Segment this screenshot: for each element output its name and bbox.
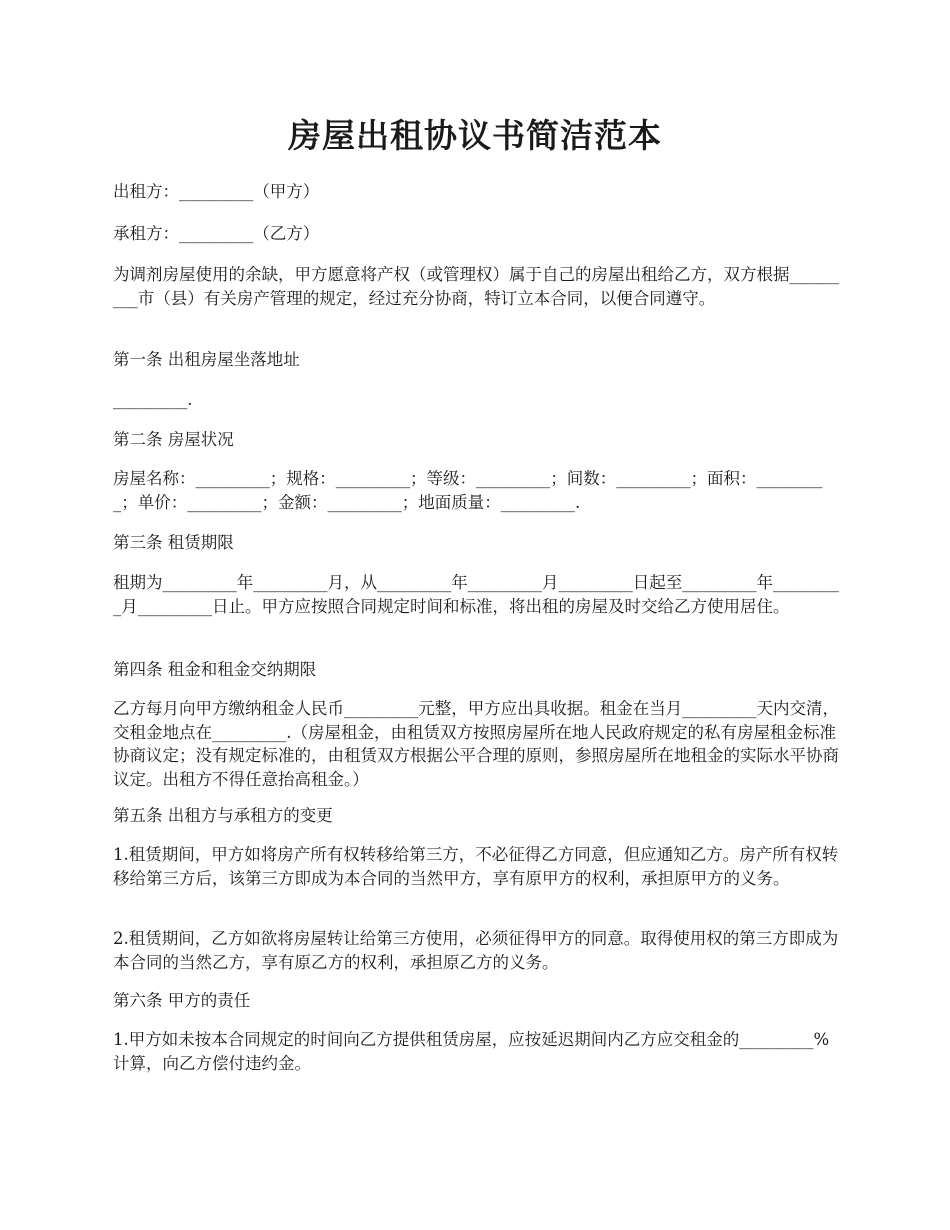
article-6-clause-1: 1.甲方如未按本合同规定的时间向乙方提供租赁房屋，应按延迟期间内乙方应交租金的_________%计算，向乙方偿付违约金。 [113, 1030, 830, 1073]
article-1-heading: 第一条 出租房屋坐落地址 [113, 350, 300, 369]
article-5-heading: 第五条 出租方与承租方的变更 [113, 806, 333, 825]
article-3-heading: 第三条 租赁期限 [113, 533, 234, 552]
document-title: 房屋出租协议书简洁范本 [288, 116, 662, 155]
article-5-clause-2: 2.租赁期间，乙方如欲将房屋转让给第三方使用，必须征得甲方的同意。取得使用权的第三方即成为本合同的当然乙方，享有原乙方的权利，承担原乙方的义务。 [113, 929, 839, 972]
article-1-body: _________. [113, 390, 193, 409]
article-4-body: 乙方每月向甲方缴纳租金人民币_________元整，甲方应出具收据。租金在当月_________天内交清，交租金地点在_________.（房屋租金，由租赁双方按照房屋所在地人民政府规定的私有房屋租金标准协商议定；没有规定标准的，由租赁双方根据公平合理的原则，参照房屋所在地租金的实际水平协商议定。出租方不得任意抬高租金。） [113, 699, 839, 789]
article-4-heading: 第四条 租金和租金交纳期限 [113, 660, 317, 679]
lessor-line: 出租方：_________（甲方） [113, 182, 320, 201]
article-2-heading: 第二条 房屋状况 [113, 430, 234, 449]
article-3-body: 租期为_________年_________月，从_________年_________月_________日起至_________年_________月_________日止。甲方应按照合同规定时间和标准，将出租的房屋及时交给乙方使用居住。 [113, 573, 839, 616]
lessee-line: 承租方：_________（乙方） [113, 224, 320, 243]
preamble-paragraph: 为调剂房屋使用的余缺，甲方愿意将产权（或管理权）属于自己的房屋出租给乙方，双方根据_________市（县）有关房产管理的规定，经过充分协商，特订立本合同，以便合同遵守。 [113, 265, 839, 308]
article-6-heading: 第六条 甲方的责任 [113, 991, 251, 1010]
article-2-body: 房屋名称：_________；规格：_________；等级：_________；间数：_________；面积：_________；单价：_________；金额：_________；地面质量：_________. [113, 469, 823, 512]
article-5-clause-1: 1.租赁期间，甲方如将房产所有权转移给第三方，不必征得乙方同意，但应通知乙方。房产所有权转移给第三方后，该第三方即成为本合同的当然甲方，享有原甲方的权利，承担原甲方的义务。 [113, 845, 839, 888]
